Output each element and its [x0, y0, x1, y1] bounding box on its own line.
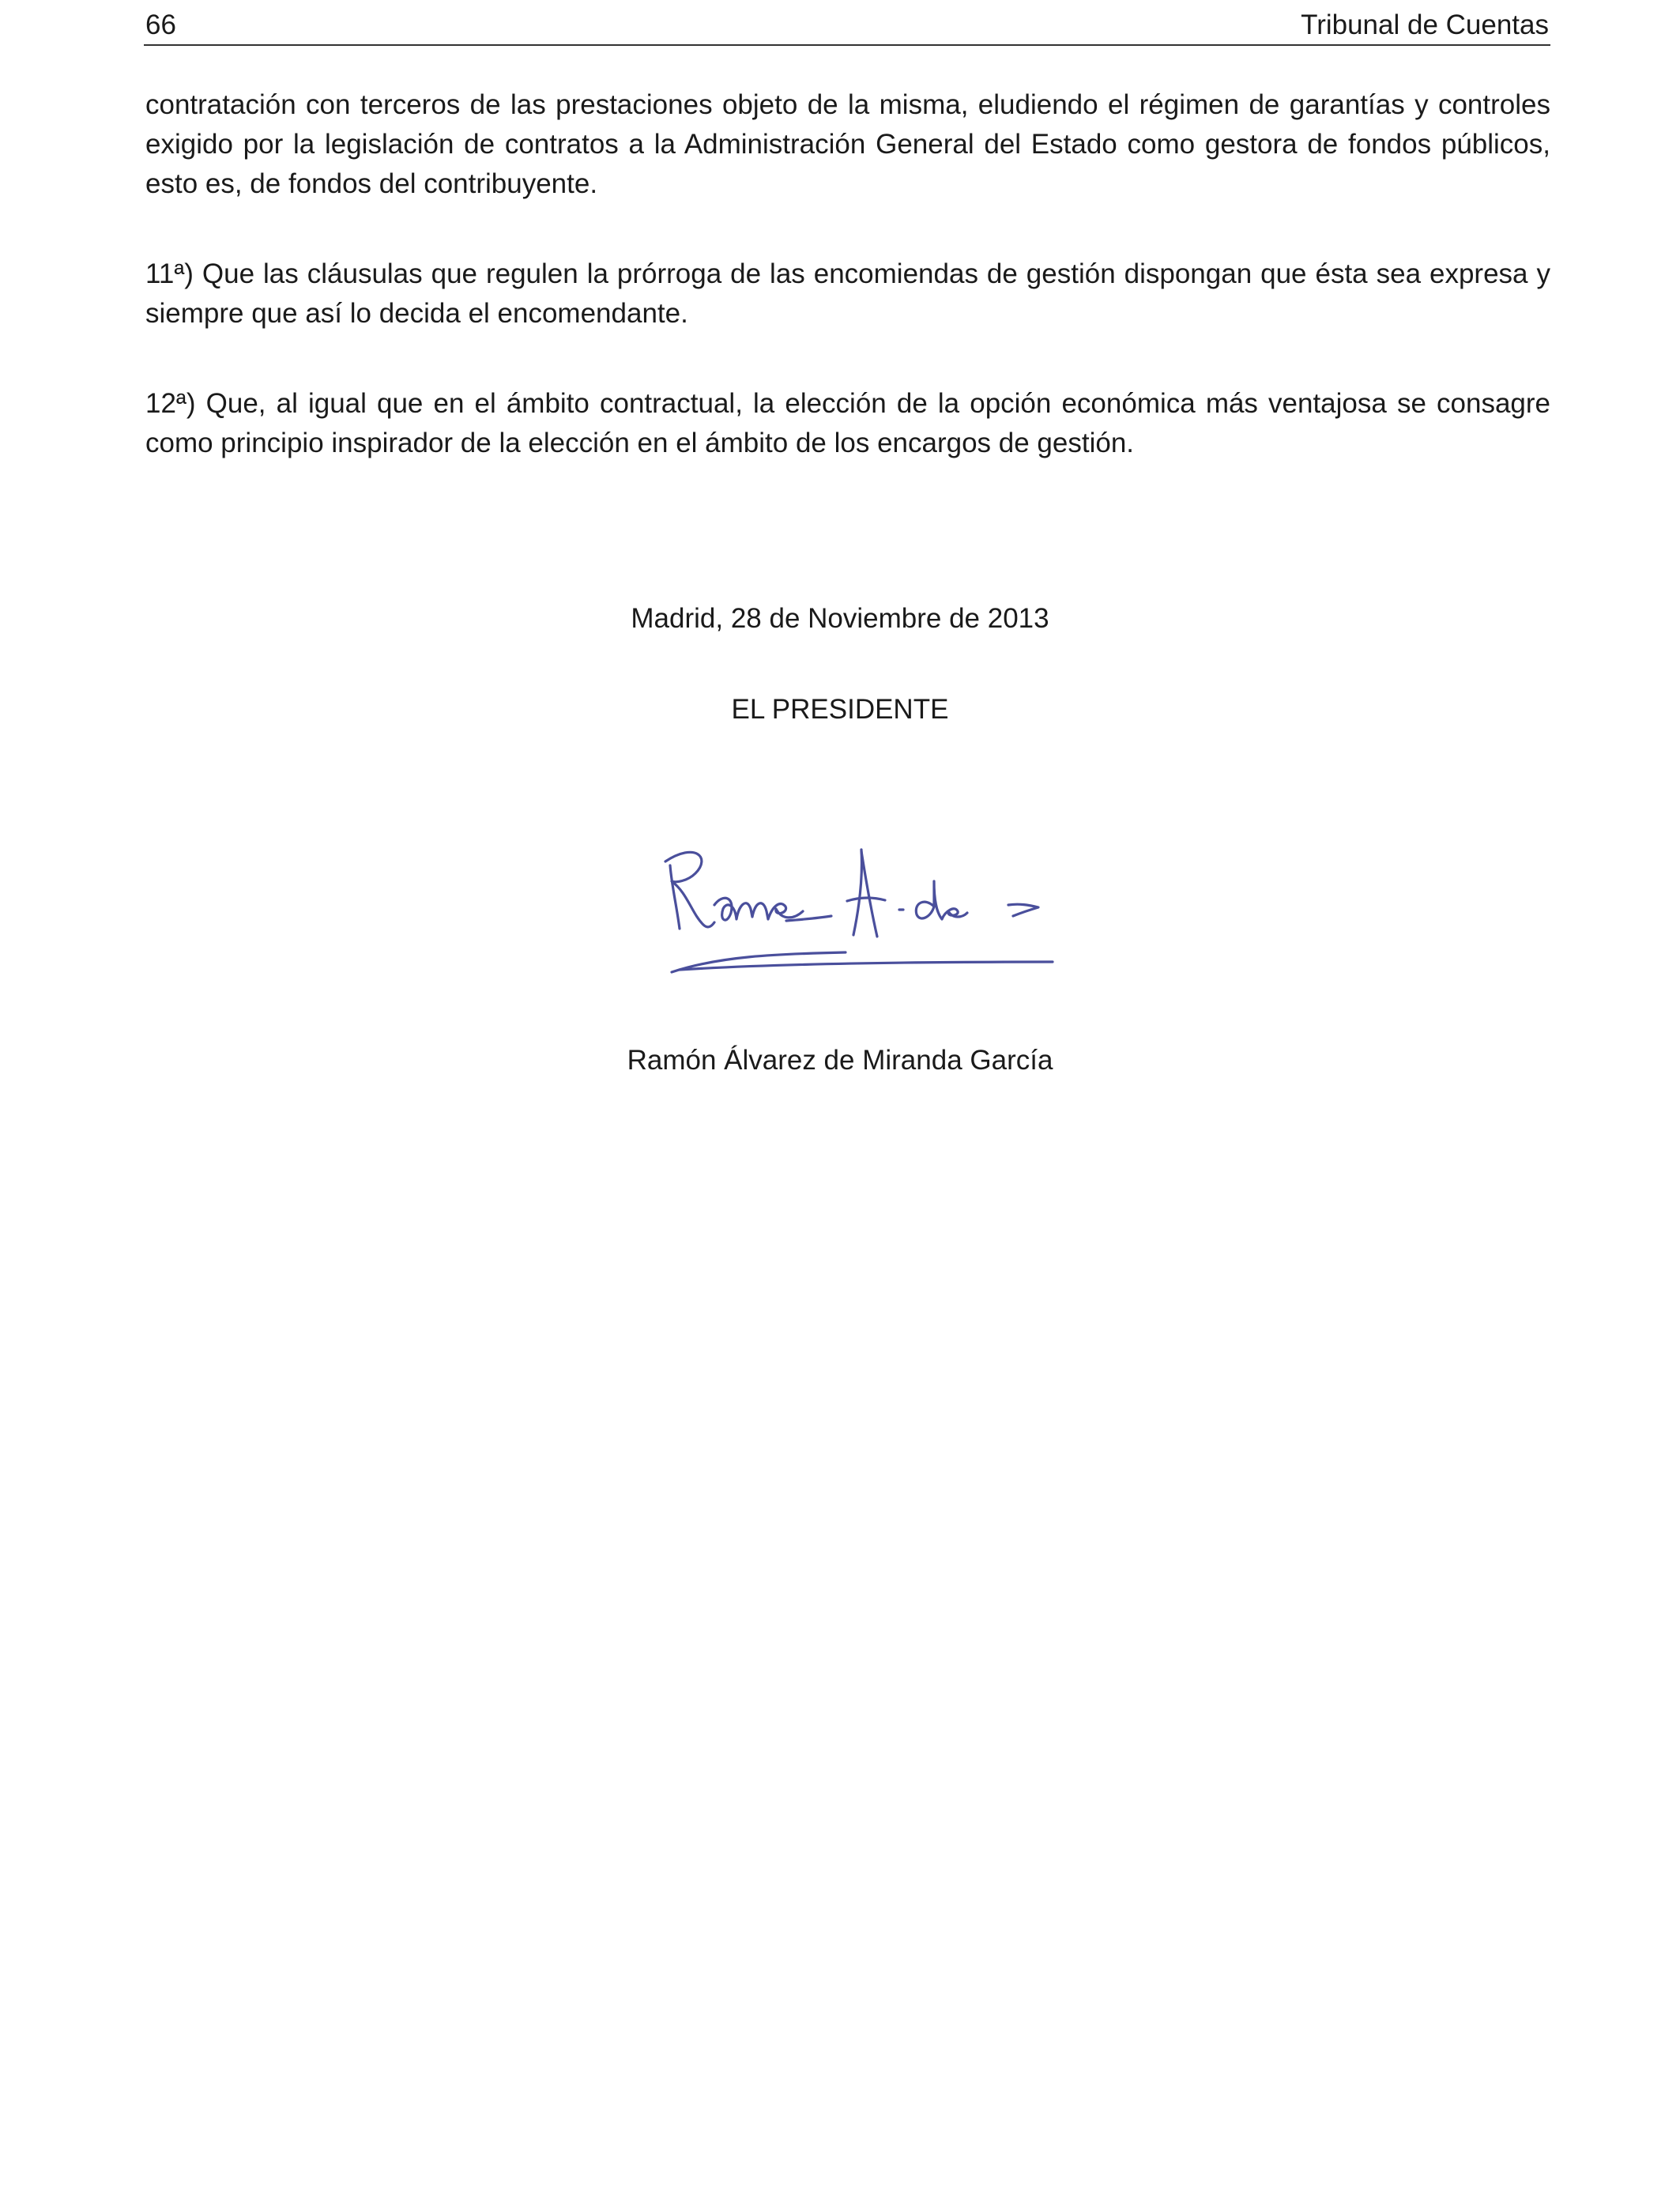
signatory-name: Ramón Álvarez de Miranda García	[627, 1045, 1053, 1076]
running-title: Tribunal de Cuentas	[1301, 9, 1549, 40]
paragraph-recommendation-11: 11ª) Que las cláusulas que regulen la prórroga de las encomiendas de gestión dispongan que ésta sea expresa y siempre que así lo decida el encomendante.	[145, 258, 1550, 329]
place-date: Madrid, 28 de Noviembre de 2013	[631, 603, 1049, 634]
handwritten-signature-icon	[648, 818, 1075, 976]
signatory-role: EL PRESIDENTE	[731, 694, 949, 725]
body-text	[145, 85, 1550, 514]
page-number: 66	[145, 9, 176, 40]
paragraph-continuation: contratación con terceros de las prestaciones objeto de la misma, eludiendo el régimen de garantías y controles exigido por la legislación de contratos a la Administración General del Estado como gestora de fondos públicos, esto es, de fondos del contribuyente.	[145, 89, 1550, 199]
page-header	[144, 6, 1550, 46]
paragraph-recommendation-12: 12ª) Que, al igual que en el ámbito contractual, la elección de la opción económica más ventajosa se consagre como principio inspirador de la elección en el ámbito de los encargos de gestión.	[145, 388, 1550, 458]
